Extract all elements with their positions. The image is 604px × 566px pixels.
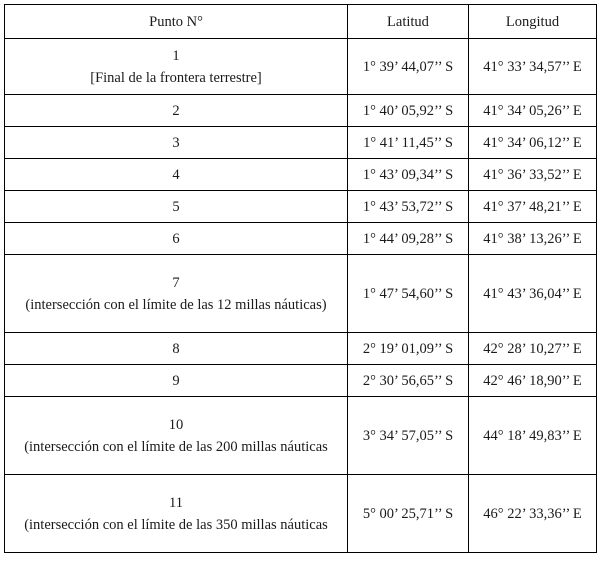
point-cell [5,475,348,553]
point-description: (intersección con el límite de las 200 millas náuticas [24,438,328,455]
table-row [5,475,597,553]
latitude-cell: 2° 19’ 01,09’’ S [348,333,469,365]
longitude-cell: 44° 18’ 49,83’’ E [469,397,597,475]
latitude-cell: 1° 43’ 09,34’’ S [348,159,469,191]
header-point: Punto N° [5,5,348,39]
point-number: 7 [172,274,180,291]
latitude-cell: 1° 40’ 05,92’’ S [348,95,469,127]
longitude-cell: 42° 46’ 18,90’’ E [469,365,597,397]
longitude-cell: 46° 22’ 33,36’’ E [469,475,597,553]
point-cell [5,223,348,255]
point-number: 3 [172,134,180,151]
point-cell [5,365,348,397]
point-number: 9 [172,372,180,389]
point-number: 2 [172,102,180,119]
table-row [5,397,597,475]
point-cell [5,127,348,159]
longitude-cell: 42° 28’ 10,27’’ E [469,333,597,365]
table-row [5,95,597,127]
table-row [5,333,597,365]
latitude-cell: 1° 44’ 09,28’’ S [348,223,469,255]
point-cell [5,159,348,191]
table-row [5,255,597,333]
table-row [5,39,597,95]
point-cell [5,333,348,365]
point-cell [5,39,348,95]
point-number: 1 [172,47,180,64]
point-cell [5,255,348,333]
table-row [5,127,597,159]
longitude-cell: 41° 33’ 34,57’’ E [469,39,597,95]
longitude-cell: 41° 34’ 06,12’’ E [469,127,597,159]
latitude-cell: 1° 47’ 54,60’’ S [348,255,469,333]
coordinates-table [4,4,597,553]
header-latitude: Latitud [348,5,469,39]
table-row [5,191,597,223]
point-number: 6 [172,230,180,247]
longitude-cell: 41° 36’ 33,52’’ E [469,159,597,191]
table-row [5,159,597,191]
point-cell [5,191,348,223]
point-description: (intersección con el límite de las 350 millas náuticas [24,516,328,533]
point-number: 4 [172,166,180,183]
longitude-cell: 41° 37’ 48,21’’ E [469,191,597,223]
point-number: 8 [172,340,180,357]
point-cell [5,397,348,475]
point-description: (intersección con el límite de las 12 millas náuticas) [25,296,327,313]
point-number: 10 [168,416,184,433]
latitude-cell: 3° 34’ 57,05’’ S [348,397,469,475]
point-description: [Final de la frontera terrestre] [90,69,262,86]
latitude-cell: 1° 43’ 53,72’’ S [348,191,469,223]
point-number: 11 [169,494,183,511]
header-longitude: Longitud [469,5,597,39]
latitude-cell: 1° 39’ 44,07’’ S [348,39,469,95]
longitude-cell: 41° 43’ 36,04’’ E [469,255,597,333]
latitude-cell: 1° 41’ 11,45’’ S [348,127,469,159]
coordinates-table-container [4,4,597,553]
table-row [5,223,597,255]
longitude-cell: 41° 38’ 13,26’’ E [469,223,597,255]
latitude-cell: 5° 00’ 25,71’’ S [348,475,469,553]
latitude-cell: 2° 30’ 56,65’’ S [348,365,469,397]
table-row [5,365,597,397]
point-number: 5 [172,198,180,215]
table-header-row [5,5,597,39]
point-cell [5,95,348,127]
longitude-cell: 41° 34’ 05,26’’ E [469,95,597,127]
